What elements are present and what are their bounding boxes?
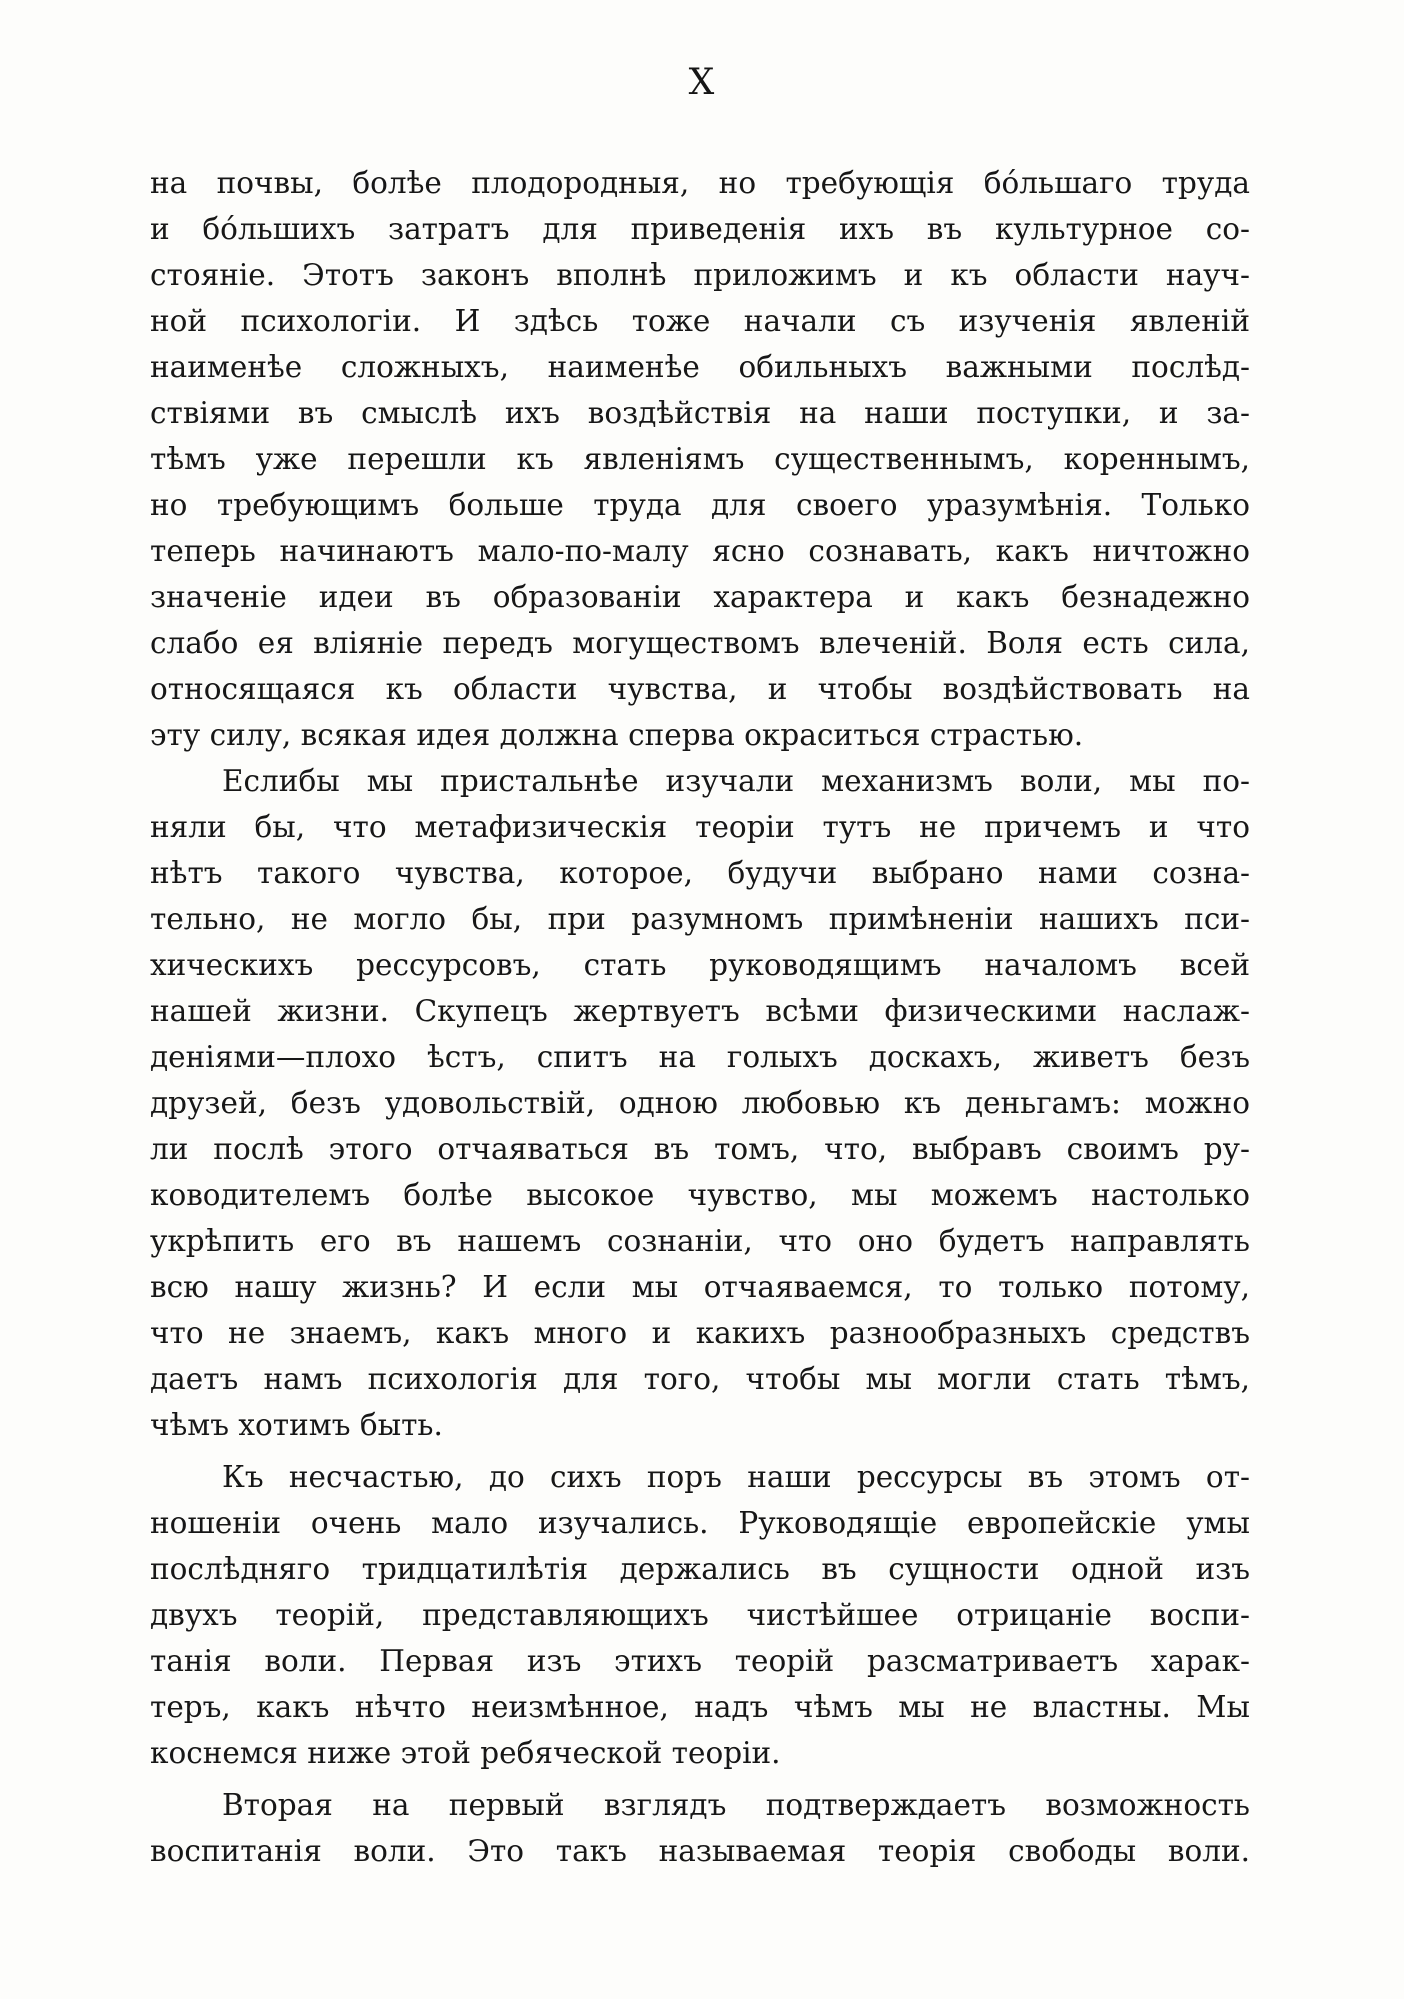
paragraph xyxy=(150,1454,1250,1776)
text-line: всю нашу жизнь? И если мы отчаяваемся, то только потому, xyxy=(150,1270,1250,1304)
text-line: Вторая на первый взглядъ подтверждаетъ возможность xyxy=(222,1788,1250,1822)
text-line: двухъ теорій, представляющихъ чистѣйшее отрицаніе воспи- xyxy=(150,1598,1250,1632)
text-line: тѣмъ уже перешли къ явленіямъ существеннымъ, кореннымъ, xyxy=(150,442,1250,476)
text-line: стояніе. Этотъ законъ вполнѣ приложимъ и къ области науч- xyxy=(150,258,1250,292)
text-line: танія воли. Первая изъ этихъ теорій разсматриваетъ харак- xyxy=(150,1644,1250,1678)
text-line: наименѣе сложныхъ, наименѣе обильныхъ важными послѣд- xyxy=(150,350,1250,384)
text-line: деніями—плохо ѣстъ, спитъ на голыхъ доскахъ, живетъ безъ xyxy=(150,1040,1250,1074)
text-line: коснемся ниже этой ребяческой теоріи. xyxy=(150,1736,781,1770)
text-line: тельно, не могло бы, при разумномъ примѣненіи нашихъ пси- xyxy=(150,902,1250,936)
text-line: слабо ея вліяніе передъ могуществомъ влеченій. Воля есть сила, xyxy=(150,626,1250,660)
text-line: ли послѣ этого отчаяваться въ томъ, что, выбравъ своимъ ру- xyxy=(150,1132,1250,1166)
text-line: Къ несчастью, до сихъ поръ наши рессурсы въ этомъ от- xyxy=(222,1460,1250,1494)
text-line: даетъ намъ психологія для того, чтобы мы могли стать тѣмъ, xyxy=(150,1362,1250,1396)
text-line: няли бы, что метафизическія теоріи тутъ не причемъ и что xyxy=(150,810,1250,844)
paragraph xyxy=(150,160,1250,758)
text-line: ной психологіи. И здѣсь тоже начали съ изученія явленій xyxy=(150,304,1250,338)
text-line: укрѣпить его въ нашемъ сознаніи, что оно будетъ направлять xyxy=(150,1224,1250,1258)
text-line: эту силу, всякая идея должна сперва окраситься страстью. xyxy=(150,718,1084,752)
text-line: ношеніи очень мало изучались. Руководящіе европейскіе умы xyxy=(150,1506,1250,1540)
text-line: ствіями въ смыслѣ ихъ воздѣйствія на наши поступки, и за- xyxy=(150,396,1250,430)
body-text xyxy=(150,160,1250,1874)
text-line: значеніе идеи въ образованіи характера и какъ безнадежно xyxy=(150,580,1250,614)
text-line: друзей, безъ удовольствій, одною любовью къ деньгамъ: можно xyxy=(150,1086,1250,1120)
text-line: но требующимъ больше труда для своего уразумѣнія. Только xyxy=(150,488,1250,522)
text-line: ководителемъ болѣе высокое чувство, мы можемъ настолько xyxy=(150,1178,1250,1212)
text-line: относящаяся къ области чувства, и чтобы воздѣйствовать на xyxy=(150,672,1250,706)
page-number: X xyxy=(688,62,716,103)
paragraph xyxy=(150,1782,1250,1874)
text-line: Еслибы мы пристальнѣе изучали механизмъ воли, мы по- xyxy=(222,764,1250,798)
text-line: теръ, какъ нѣчто неизмѣнное, надъ чѣмъ мы не властны. Мы xyxy=(150,1690,1250,1724)
text-line: послѣдняго тридцатилѣтія держались въ сущности одной изъ xyxy=(150,1552,1250,1586)
text-line: на почвы, болѣе плодородныя, но требующія бо́льшаго труда xyxy=(150,166,1250,200)
text-line: что не знаемъ, какъ много и какихъ разнообразныхъ средствъ xyxy=(150,1316,1250,1350)
text-line: нашей жизни. Скупецъ жертвуетъ всѣми физическими наслаж- xyxy=(150,994,1250,1028)
text-line: воспитанія воли. Это такъ называемая теорія свободы воли. xyxy=(150,1834,1250,1868)
text-line: теперь начинаютъ мало-по-малу ясно сознавать, какъ ничтожно xyxy=(150,534,1250,568)
text-line: чѣмъ хотимъ быть. xyxy=(150,1408,443,1442)
paragraph xyxy=(150,758,1250,1448)
text-line: нѣтъ такого чувства, которое, будучи выбрано нами созна- xyxy=(150,856,1250,890)
text-line: и бо́льшихъ затратъ для приведенія ихъ въ культурное со- xyxy=(150,212,1250,246)
text-line: хическихъ рессурсовъ, стать руководящимъ началомъ всей xyxy=(150,948,1250,982)
